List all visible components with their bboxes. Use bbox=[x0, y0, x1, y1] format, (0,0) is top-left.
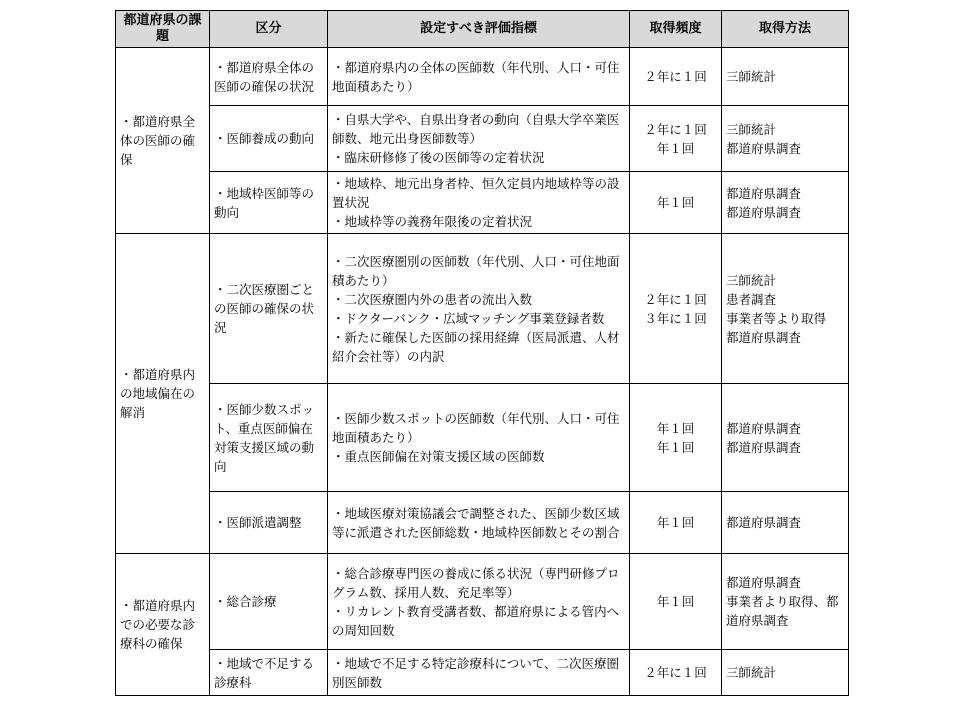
hoho-cell bbox=[722, 106, 849, 172]
indicator-item: ・地域で不足する特定診療科について、二次医療圏別医師数 bbox=[332, 655, 620, 690]
table-body bbox=[116, 48, 849, 696]
indicator-item: ・総合診療専門医の養成に係る状況（専門研修プログラム数、採用人数、充足率等） bbox=[332, 565, 620, 600]
indicator-item: ・二次医療圏内外の患者の流出入数 bbox=[332, 291, 533, 307]
table-row bbox=[116, 172, 849, 234]
shihyo-cell bbox=[328, 384, 630, 492]
kadai-cell: ・都道府県内の地域偏在の解消 bbox=[116, 234, 210, 554]
table-row bbox=[116, 48, 849, 106]
hindo-cell bbox=[630, 554, 722, 650]
method-item: 都道府県調査 bbox=[726, 439, 802, 455]
frequency-item: 年１回 bbox=[656, 195, 695, 210]
indicator-item: ・リカレント教育受講者数、都道府県による管内への周知回数 bbox=[332, 603, 620, 638]
kadai-cell: ・都道府県全体の医師の確保 bbox=[116, 48, 210, 234]
method-item: 都道府県調査 bbox=[726, 329, 802, 345]
frequency-item: 年１回 bbox=[656, 594, 695, 609]
kubun-cell: ・地域で不足する診療科 bbox=[210, 650, 328, 696]
frequency-item: ２年に１回 bbox=[644, 291, 707, 307]
indicator-item: ・地域枠等の義務年限後の定着状況 bbox=[332, 214, 533, 229]
kubun-cell: ・都道府県全体の医師の確保の状況 bbox=[210, 48, 328, 106]
method-item: 都道府県調査 bbox=[726, 420, 802, 436]
frequency-item: ２年に１回 bbox=[644, 121, 707, 137]
shihyo-cell bbox=[328, 234, 630, 384]
kubun-cell: ・総合診療 bbox=[210, 554, 328, 650]
indicator-item: ・自県大学や、自県出身者の動向（自県大学卒業医師数、地元出身医師数等） bbox=[332, 112, 620, 146]
indicator-item: ・新たに確保した医師の採用経緯（医局派遣、人材紹介会社等）の内訳 bbox=[332, 329, 620, 364]
table-row bbox=[116, 234, 849, 384]
frequency-item: ３年に１回 bbox=[644, 310, 707, 326]
shihyo-cell bbox=[328, 554, 630, 650]
method-item: 事業者等より取得 bbox=[726, 310, 827, 326]
kadai-cell: ・都道府県内での必要な診療科の確保 bbox=[116, 554, 210, 696]
shihyo-cell bbox=[328, 48, 630, 106]
indicator-item: ・二次医療圏別の医師数（年代別、人口・可住地面積あたり） bbox=[332, 253, 620, 288]
hoho-cell bbox=[722, 554, 849, 650]
kubun-cell: ・医師少数スポット、重点医師偏在対策支援区域の動向 bbox=[210, 384, 328, 492]
kubun-cell: ・医師派遣調整 bbox=[210, 492, 328, 554]
hindo-cell bbox=[630, 172, 722, 234]
frequency-item: ２年に１回 bbox=[644, 665, 707, 680]
indicator-item: ・重点医師偏在対策支援区域の医師数 bbox=[332, 449, 545, 464]
hoho-cell bbox=[722, 384, 849, 492]
hindo-cell bbox=[630, 234, 722, 384]
indicator-item: ・都道府県内の全体の医師数（年代別、人口・可住地面積あたり） bbox=[332, 59, 620, 94]
shihyo-cell bbox=[328, 492, 630, 554]
method-item: 三師統計 bbox=[726, 121, 777, 137]
table-row bbox=[116, 106, 849, 172]
header-shihyo: 設定すべき評価指標 bbox=[328, 11, 630, 48]
indicator-item: ・ドクターバンク・広域マッチング事業登録者数 bbox=[332, 310, 605, 326]
hindo-cell bbox=[630, 384, 722, 492]
method-item: 都道府県調査 bbox=[726, 185, 802, 201]
hoho-cell bbox=[722, 234, 849, 384]
method-item: 都道府県調査 bbox=[726, 515, 802, 530]
header-kubun: 区分 bbox=[210, 11, 328, 48]
method-item: 三師統計 bbox=[726, 272, 777, 288]
hindo-cell bbox=[630, 106, 722, 172]
table-row bbox=[116, 650, 849, 696]
evaluation-indicator-table bbox=[115, 10, 849, 696]
indicator-item: ・地域医療対策協議会で調整された、医師少数区域等に派遣された医師総数・地域枠医師数とその割合 bbox=[332, 505, 620, 540]
method-item: 事業者より取得、都道府県調査 bbox=[726, 594, 839, 628]
table-row bbox=[116, 492, 849, 554]
table-row bbox=[116, 384, 849, 492]
hoho-cell bbox=[722, 48, 849, 106]
table-header bbox=[116, 11, 849, 48]
indicator-item: ・臨床研修修了後の医師等の定着状況 bbox=[332, 150, 545, 165]
shihyo-cell bbox=[328, 106, 630, 172]
kubun-cell: ・医師養成の動向 bbox=[210, 106, 328, 172]
method-item: 三師統計 bbox=[726, 665, 777, 680]
frequency-item: 年１回 bbox=[656, 515, 695, 530]
table-row bbox=[116, 554, 849, 650]
indicator-item: ・医師少数スポットの医師数（年代別、人口・可住地面積あたり） bbox=[332, 411, 620, 445]
method-item: 都道府県調査 bbox=[726, 204, 802, 220]
shihyo-cell bbox=[328, 172, 630, 234]
method-item: 患者調査 bbox=[726, 291, 777, 307]
hindo-cell bbox=[630, 48, 722, 106]
shihyo-cell bbox=[328, 650, 630, 696]
indicator-item: ・地域枠、地元出身者枠、恒久定員内地域枠等の設置状況 bbox=[332, 176, 620, 210]
header-hindo: 取得頻度 bbox=[630, 11, 722, 48]
method-item: 都道府県調査 bbox=[726, 140, 802, 156]
method-item: 三師統計 bbox=[726, 69, 777, 84]
header-kadai: 都道府県の課題 bbox=[116, 11, 210, 48]
hindo-cell bbox=[630, 492, 722, 554]
method-item: 都道府県調査 bbox=[726, 575, 802, 590]
header-row bbox=[116, 11, 849, 48]
frequency-item: 年１回 bbox=[656, 439, 695, 455]
header-hoho: 取得方法 bbox=[722, 11, 849, 48]
kubun-cell: ・地域枠医師等の動向 bbox=[210, 172, 328, 234]
frequency-item: 年１回 bbox=[656, 140, 695, 156]
hoho-cell bbox=[722, 650, 849, 696]
frequency-item: ２年に１回 bbox=[644, 69, 707, 84]
hoho-cell bbox=[722, 492, 849, 554]
hindo-cell bbox=[630, 650, 722, 696]
kubun-cell: ・二次医療圏ごとの医師の確保の状況 bbox=[210, 234, 328, 384]
frequency-item: 年１回 bbox=[656, 420, 695, 436]
hoho-cell bbox=[722, 172, 849, 234]
